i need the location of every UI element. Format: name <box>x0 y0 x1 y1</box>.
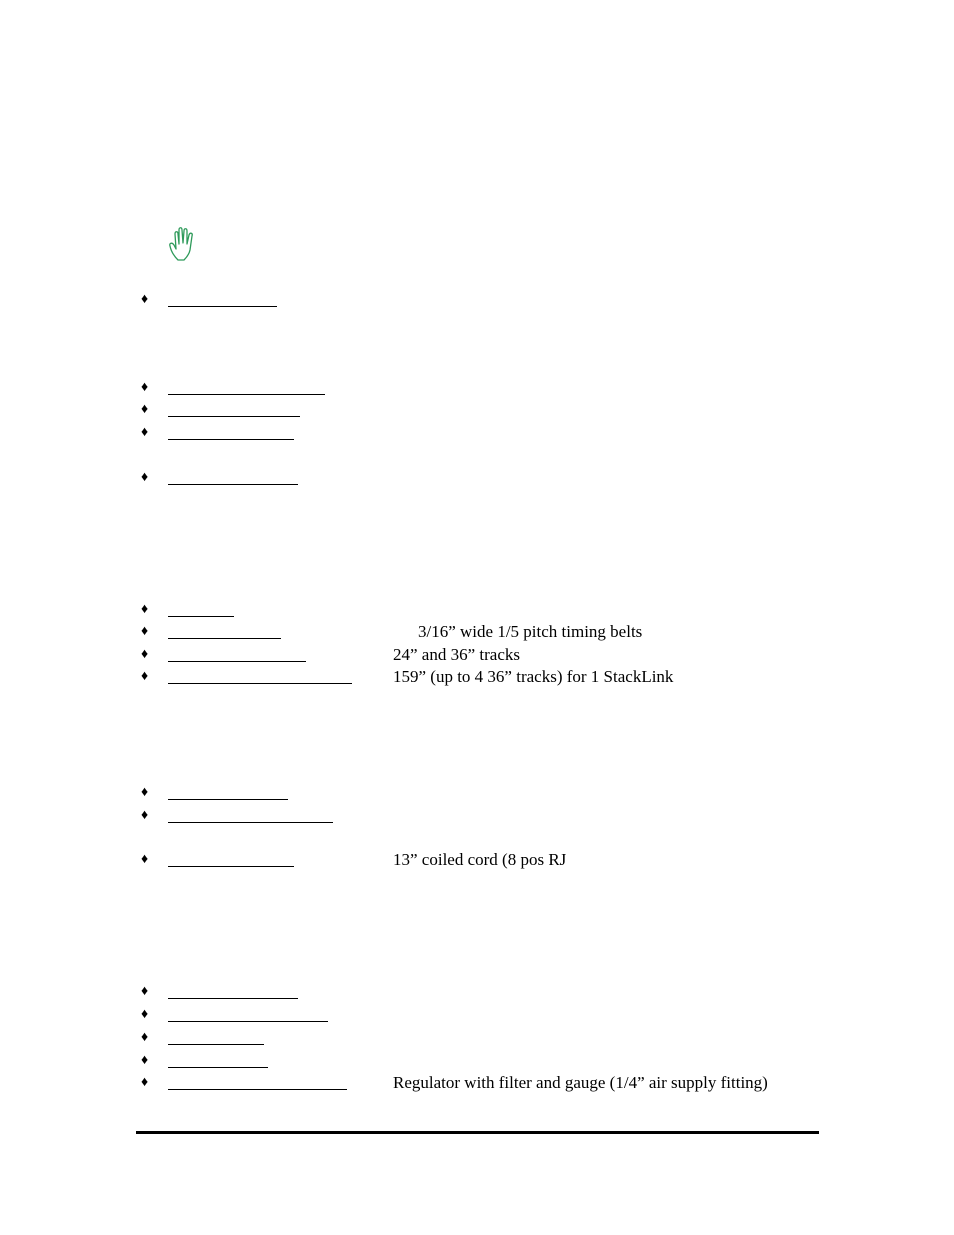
underline-blank <box>168 638 281 639</box>
underline-blank <box>168 616 234 617</box>
underline-blank <box>168 799 288 800</box>
list-item <box>0 377 954 399</box>
bullet-icon: ♦ <box>141 470 149 485</box>
list-item <box>0 422 954 444</box>
list-item <box>0 1072 954 1094</box>
list-item <box>0 849 954 871</box>
list-item <box>0 981 954 1003</box>
list-item <box>0 644 954 666</box>
list-item <box>0 467 954 489</box>
underline-blank <box>168 1067 268 1068</box>
bullet-icon: ♦ <box>141 984 149 999</box>
bullet-icon: ♦ <box>141 852 149 867</box>
underline-blank <box>168 1044 264 1045</box>
bullet-icon: ♦ <box>141 624 149 639</box>
underline-blank <box>168 394 325 395</box>
list-item <box>0 1004 954 1026</box>
caution-hand-icon <box>167 226 201 262</box>
footer-rule <box>136 1131 819 1134</box>
underline-blank <box>168 484 298 485</box>
underline-blank <box>168 1021 328 1022</box>
underline-blank <box>168 822 333 823</box>
bullet-icon: ♦ <box>141 402 149 417</box>
list-item <box>0 599 954 621</box>
bullet-icon: ♦ <box>141 1007 149 1022</box>
bullet-icon: ♦ <box>141 1053 149 1068</box>
list-item <box>0 289 954 311</box>
bullet-icon: ♦ <box>141 808 149 823</box>
bullet-icon: ♦ <box>141 669 149 684</box>
bullet-icon: ♦ <box>141 785 149 800</box>
bullet-icon: ♦ <box>141 1075 149 1090</box>
item-description: Regulator with filter and gauge (1/4” air supply fitting) <box>393 1073 768 1092</box>
item-description: 13” coiled cord (8 pos RJ <box>393 850 567 869</box>
list-item <box>0 621 954 643</box>
bullet-icon: ♦ <box>141 602 149 617</box>
list-item <box>0 782 954 804</box>
list-item <box>0 666 954 688</box>
item-description: 24” and 36” tracks <box>393 645 520 664</box>
underline-blank <box>168 661 306 662</box>
bullet-icon: ♦ <box>141 1030 149 1045</box>
item-description: 159” (up to 4 36” tracks) for 1 StackLink <box>393 667 674 686</box>
item-description: 3/16” wide 1/5 pitch timing belts <box>418 622 643 641</box>
underline-blank <box>168 306 277 307</box>
underline-blank <box>168 416 300 417</box>
underline-blank <box>168 439 294 440</box>
bullet-icon: ♦ <box>141 292 149 307</box>
list-item <box>0 399 954 421</box>
bullet-icon: ♦ <box>141 647 149 662</box>
list-item <box>0 805 954 827</box>
bullet-icon: ♦ <box>141 425 149 440</box>
list-item <box>0 1050 954 1072</box>
list-item <box>0 1027 954 1049</box>
bullet-icon: ♦ <box>141 380 149 395</box>
underline-blank <box>168 866 294 867</box>
underline-blank <box>168 1089 347 1090</box>
underline-blank <box>168 998 298 999</box>
underline-blank <box>168 683 352 684</box>
